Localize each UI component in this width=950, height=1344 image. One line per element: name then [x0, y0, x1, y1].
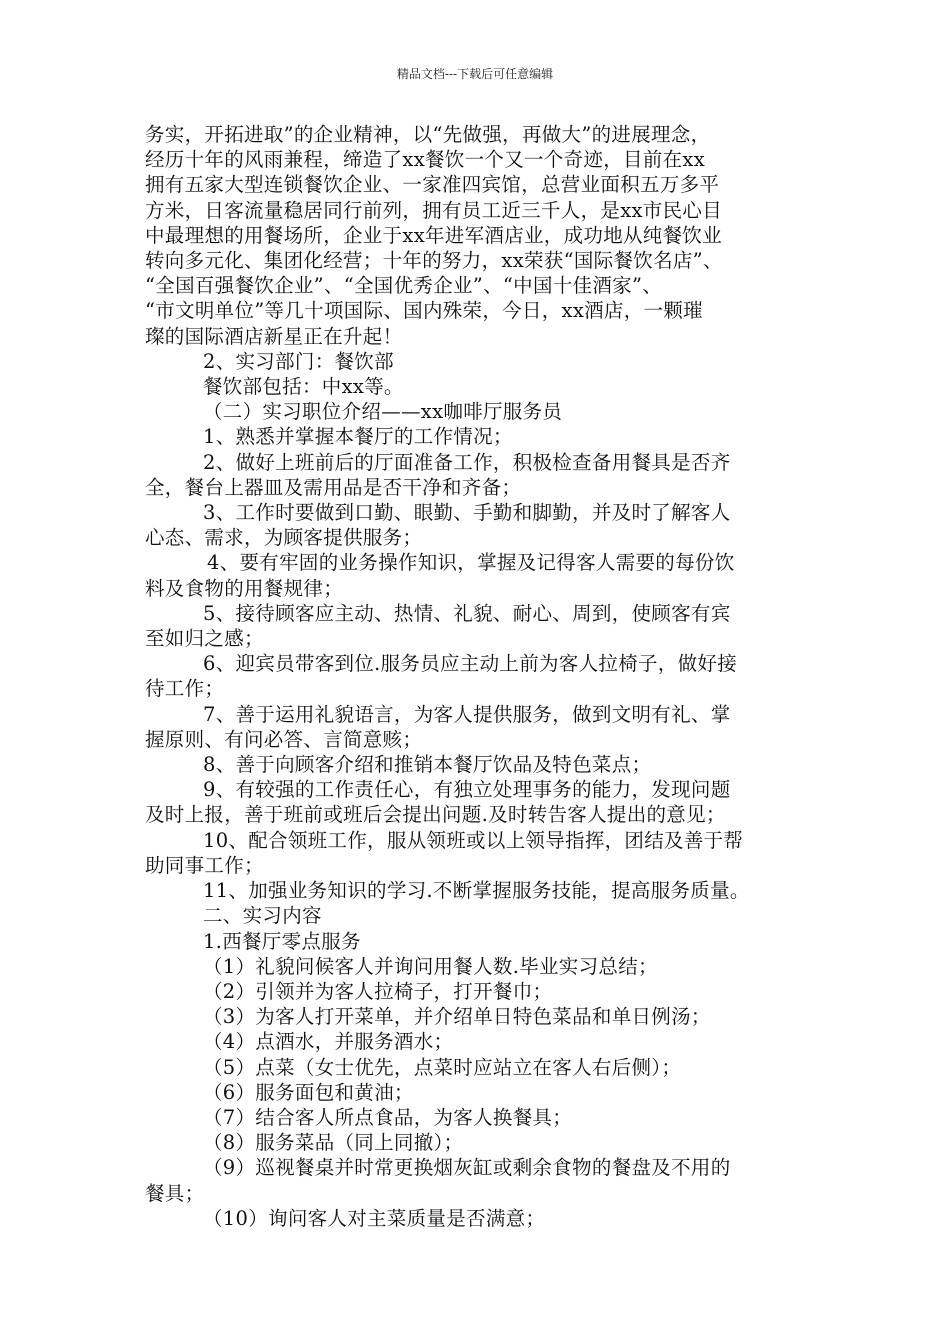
- text-line: （6）服务面包和黄油；: [203, 1080, 414, 1104]
- text-line: 10、配合领班工作，服从领班或以上领导指挥，团结及善于帮: [203, 828, 744, 852]
- text-line: 2、实习部门：餐饮部: [203, 349, 394, 373]
- text-line: 餐饮部包括：中xx等。: [203, 375, 404, 399]
- text-line: 1、熟悉并掌握本餐厅的工作情况；: [203, 425, 513, 449]
- text-line: “市文明单位”等几十项国际、国内殊荣，今日，xx酒店，一颗璀: [145, 299, 703, 323]
- text-line: 11、加强业务知识的学习.不断掌握服务技能，提高服务质量。: [203, 879, 750, 903]
- text-line: 餐具；: [145, 1181, 205, 1205]
- text-line: 转向多元化、集团化经营；十年的努力，xx荣获“国际餐饮名店”、: [145, 249, 723, 273]
- text-line: （二）实习职位介绍——xx咖啡厅服务员: [203, 400, 563, 424]
- text-line: 经历十年的风雨兼程，缔造了xx餐饮一个又一个奇迹，目前在xx: [145, 148, 705, 172]
- text-line: 心态、需求，为顾客提供服务；: [145, 526, 423, 550]
- text-line: （5）点菜（女士优先，点菜时应站立在客人右后侧）；: [203, 1055, 682, 1079]
- text-line: （8）服务菜品（同上同撤）；: [203, 1131, 464, 1155]
- text-line: 方米，日客流量稳居同行前列，拥有员工近三千人，是xx市民心目: [145, 198, 722, 222]
- text-line: 8、善于向顾客介绍和推销本餐厅饮品及特色菜点；: [203, 753, 652, 777]
- text-line: 待工作；: [145, 677, 225, 701]
- page-header: 精品文档---下载后可任意编辑: [396, 67, 554, 81]
- text-line: 5、接待顾客应主动、热情、礼貌、耐心、周到，使顾客有宾: [203, 601, 731, 625]
- text-line: 至如归之感；: [145, 627, 264, 651]
- text-line: 2、做好上班前后的厅面准备工作，积极检查备用餐具是否齐: [203, 450, 731, 474]
- text-line: 及时上报，善于班前或班后会提出问题.及时转告客人提出的意见；: [145, 803, 726, 827]
- text-line: 料及食物的用餐规律；: [145, 576, 344, 600]
- text-line: （9）巡视餐桌并时常更换烟灰缸或剩余食物的餐盘及不用的: [203, 1156, 731, 1180]
- text-line: 握原则、有问必答、言简意赅；: [145, 727, 423, 751]
- text-line: 3、工作时要做到口勤、眼勤、手勤和脚勤，并及时了解客人: [203, 501, 731, 525]
- text-line: 9、有较强的工作责任心，有独立处理事务的能力，发现问题: [203, 778, 731, 802]
- text-line: 6、迎宾员带客到位.服务员应主动上前为客人拉椅子，做好接: [203, 652, 738, 676]
- text-line: 务实，开拓进取”的企业精神，以“先做强，再做大”的进展理念，: [145, 123, 711, 146]
- text-line: 助同事工作；: [145, 853, 264, 877]
- text-line: （4）点酒水，并服务酒水；: [203, 1030, 454, 1054]
- text-line: 7、善于运用礼貌语言，为客人提供服务，做到文明有礼、掌: [203, 702, 731, 726]
- text-line: 璨的国际酒店新星正在升起！: [145, 324, 403, 348]
- text-line: “全国百强餐饮企业”、“全国优秀企业”、“中国十佳酒家”、: [145, 274, 663, 298]
- text-line: 1.西餐厅零点服务: [203, 929, 361, 953]
- text-line: （7）结合客人所点食品，为客人换餐具；: [203, 1105, 573, 1129]
- text-line: （10）询问客人对主菜质量是否满意；: [203, 1206, 546, 1230]
- text-line: 中最理想的用餐场所，企业于xx年进军酒店业，成功地从纯餐饮业: [145, 223, 722, 247]
- text-line: 二、实习内容: [203, 904, 322, 928]
- text-line: 4、要有牢固的业务操作知识，掌握及记得客人需要的每份饮: [207, 551, 735, 575]
- text-line: （3）为客人打开菜单，并介绍单日特色菜品和单日例汤；: [203, 1005, 711, 1029]
- text-line: （2）引领并为客人拉椅子，打开餐巾；: [203, 979, 553, 1003]
- text-line: （1）礼貌问候客人并询问用餐人数.毕业实习总结；: [203, 954, 658, 978]
- document-body: [145, 122, 825, 1231]
- text-line: 拥有五家大型连锁餐饮企业、一家准四宾馆，总营业面积五万多平: [145, 173, 720, 197]
- text-line: 全，餐台上器皿及需用品是否干净和齐备；: [145, 475, 522, 499]
